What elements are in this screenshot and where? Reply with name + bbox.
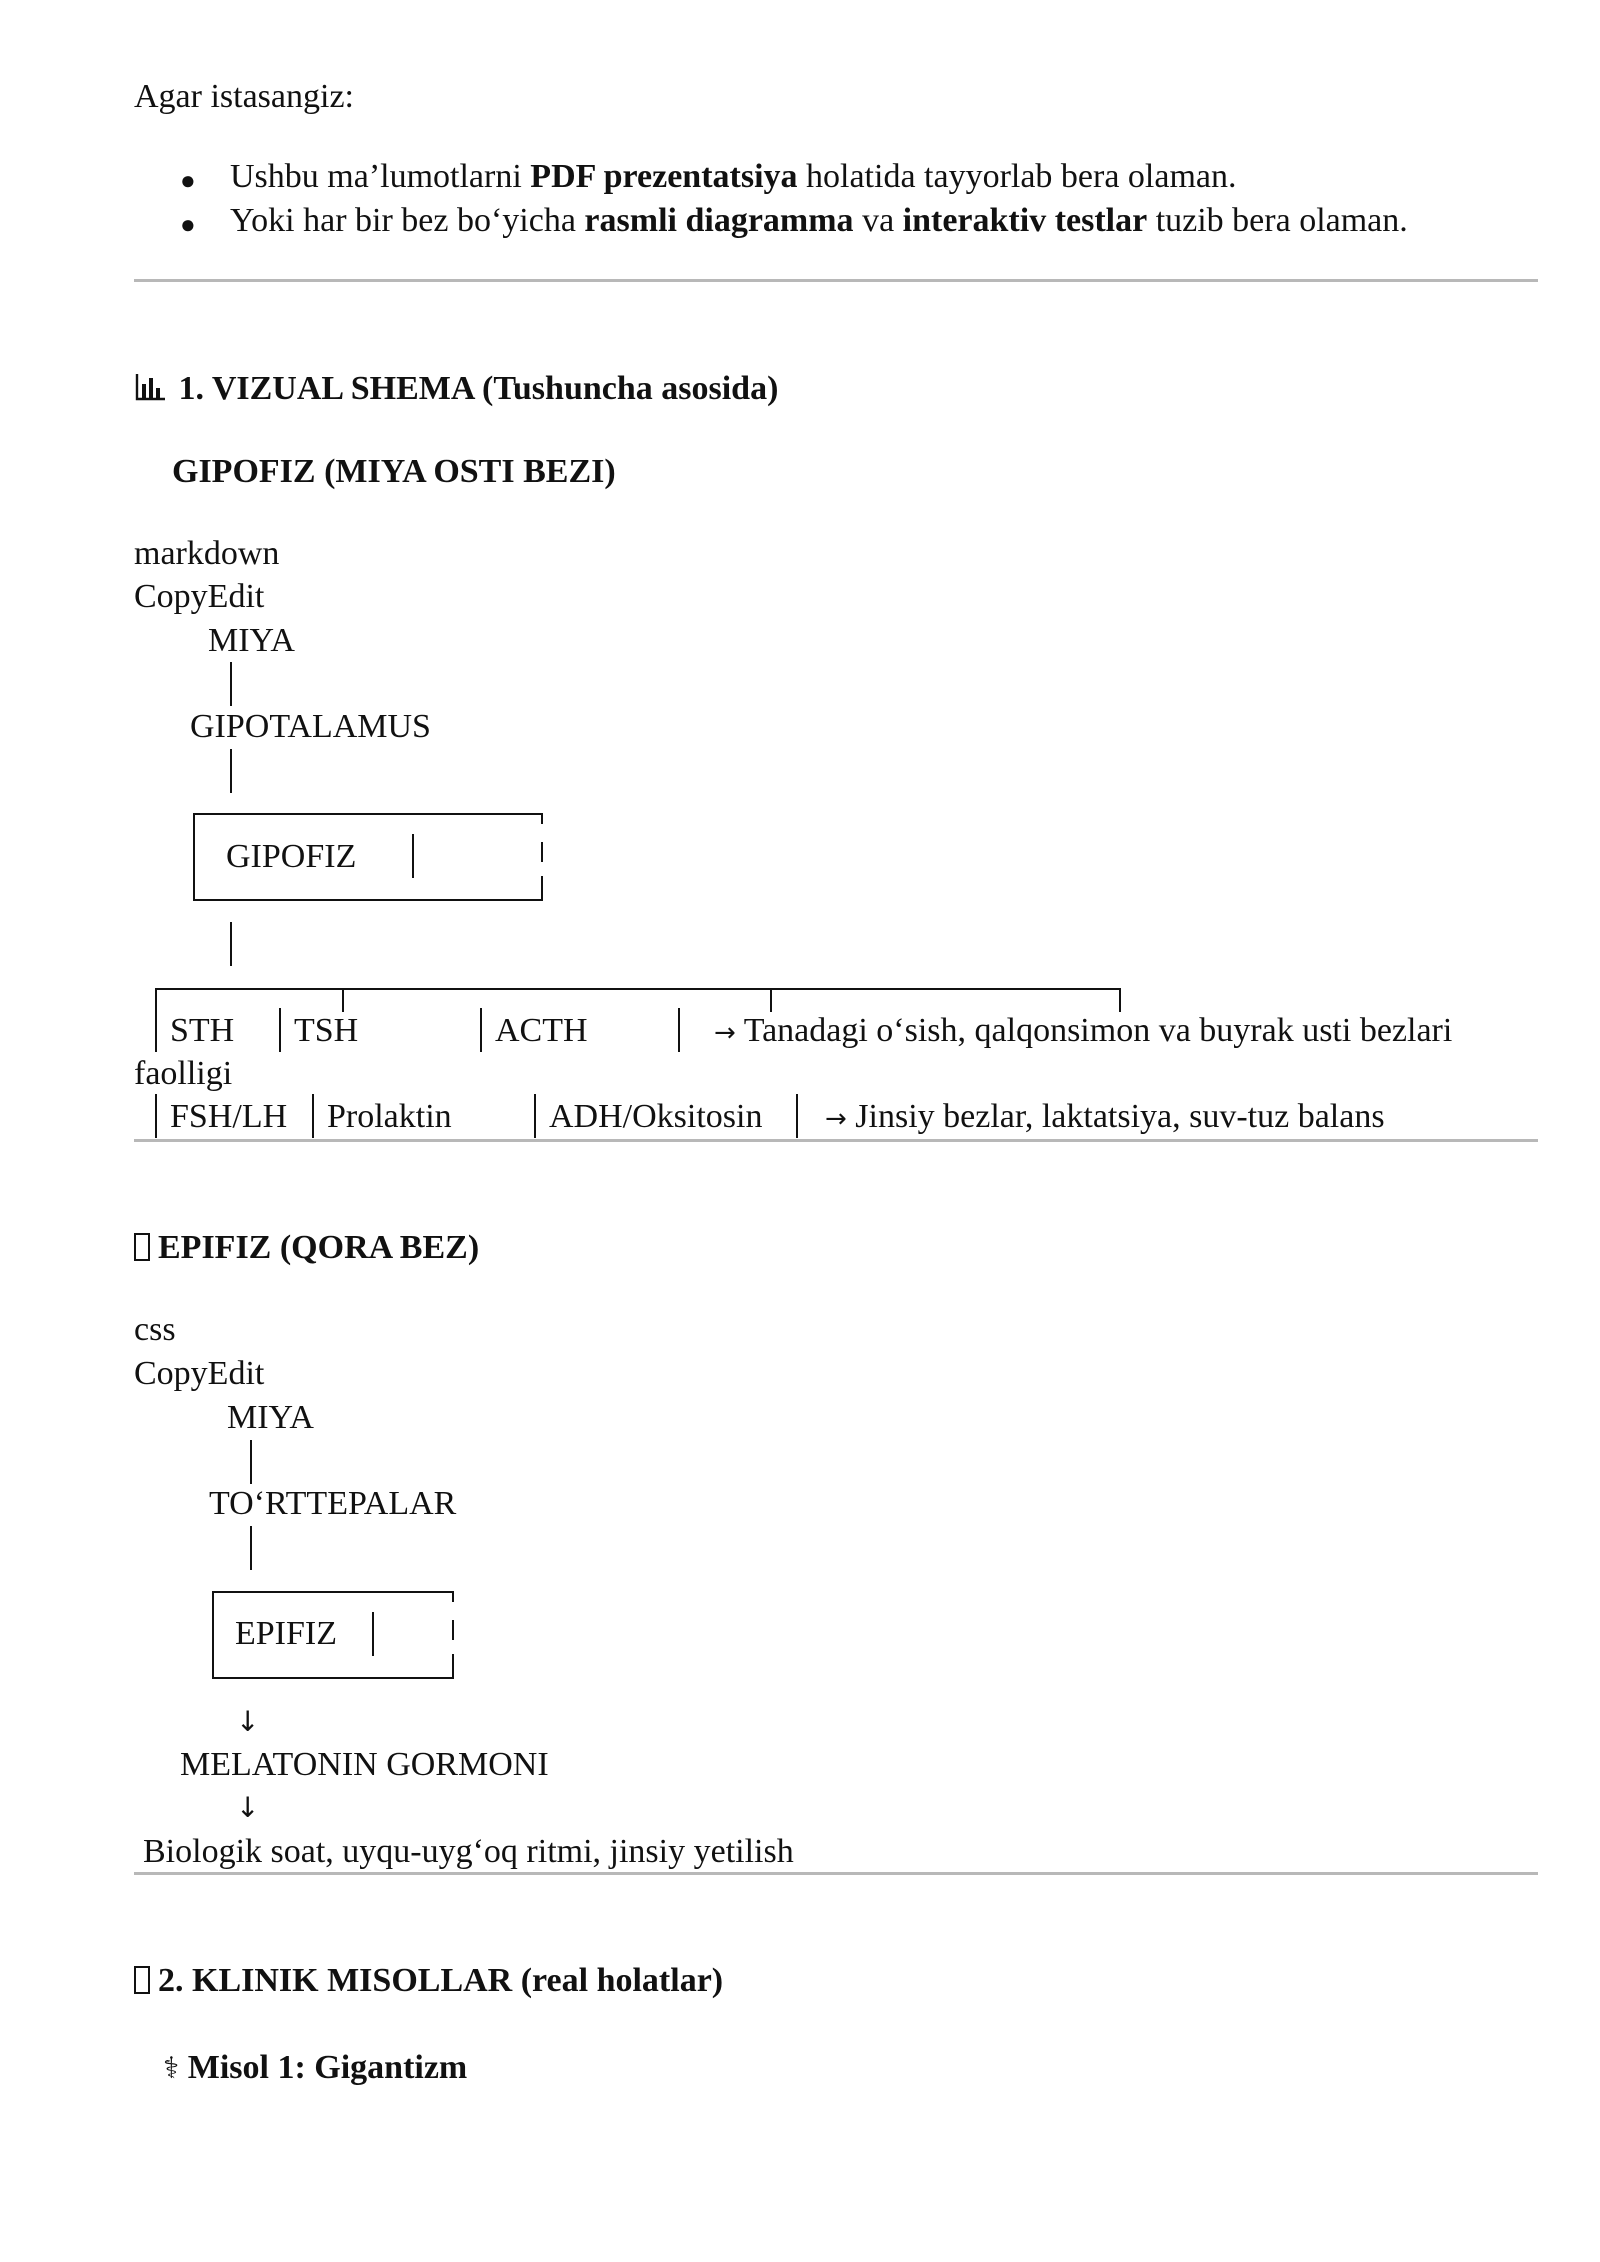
- node-miya: MIYA: [227, 1399, 314, 1436]
- connector-line: [230, 922, 232, 966]
- row1-effect: → Tanadagi o‘sish, qalqonsimon va buyrak usti bezlari: [714, 1012, 1453, 1049]
- branch-tick: [770, 988, 772, 1012]
- separator-line: [372, 1612, 374, 1656]
- connector-line: [250, 1526, 252, 1570]
- separator-line: [678, 1008, 680, 1052]
- bar-chart-icon: [134, 372, 178, 407]
- separator-line: [480, 1008, 482, 1052]
- epifiz-heading: EPIFIZ (QORA BEZ): [134, 1231, 479, 1265]
- divider: [134, 1872, 1538, 1875]
- section1-subheading: GIPOFIZ (MIYA OSTI BEZI): [172, 453, 616, 490]
- intro-bullet-1: Ushbu ma’lumotlarni PDF prezentatsiya holatida tayyorlab bera olaman.: [230, 158, 1237, 195]
- hormone-prolaktin: Prolaktin: [327, 1098, 452, 1135]
- missing-glyph-icon: [134, 1966, 150, 1994]
- box-gap: [447, 1640, 459, 1654]
- separator-line: [279, 1008, 281, 1052]
- code-language-label: css: [134, 1311, 176, 1348]
- down-arrow-icon: ↓: [236, 1791, 260, 1824]
- box-gap: [447, 1602, 459, 1620]
- bullet-dot: ●: [180, 210, 196, 239]
- connector-line: [230, 749, 232, 793]
- epifiz-effect: Biologik soat, uyqu-uyg‘oq ritmi, jinsiy yetilish: [143, 1833, 794, 1870]
- example-title: ⚕ Misol 1: Gigantizm: [163, 2049, 468, 2086]
- node-miya: MIYA: [208, 622, 295, 659]
- down-arrow-icon: ↓: [236, 1705, 260, 1738]
- intro-lead: Agar istasangiz:: [134, 78, 354, 115]
- copy-edit-button[interactable]: CopyEdit: [134, 578, 265, 615]
- box-gap: [536, 824, 548, 842]
- node-tortepalar: TO‘RTTEPALAR: [209, 1485, 457, 1522]
- hormone-acth: ACTH: [495, 1012, 588, 1049]
- separator-line: [312, 1094, 314, 1138]
- missing-glyph-icon: [134, 1233, 150, 1261]
- separator-line: [796, 1094, 798, 1138]
- node-gipotalamus: GIPOTALAMUS: [190, 708, 431, 745]
- box-gap: [536, 862, 548, 876]
- copy-edit-button[interactable]: CopyEdit: [134, 1355, 265, 1392]
- branch-tick: [1119, 988, 1121, 1012]
- divider: [134, 1139, 1538, 1142]
- section2-heading: 2. KLINIK MISOLLAR (real holatlar): [134, 1964, 723, 1998]
- separator-line: [412, 834, 414, 878]
- section1-heading: 1. VIZUAL SHEMA (Tushuncha asosida): [134, 372, 778, 406]
- hormone-tsh: TSH: [294, 1012, 359, 1049]
- hormone-adh-oksitosin: ADH/Oksitosin: [549, 1098, 763, 1135]
- separator-line: [534, 1094, 536, 1138]
- connector-line: [250, 1440, 252, 1484]
- row1-effect-wrap: faolligi: [134, 1055, 233, 1092]
- branch-line: [155, 988, 1121, 990]
- bullet-dot: ●: [180, 166, 196, 195]
- branch-tick: [342, 988, 344, 1012]
- node-melatonin: MELATONIN GORMONI: [180, 1746, 549, 1783]
- intro-bullet-2: Yoki har bir bez bo‘yicha rasmli diagramma va interaktiv testlar tuzib bera olaman.: [230, 202, 1408, 239]
- separator-line: [155, 1094, 157, 1138]
- connector-line: [230, 662, 232, 706]
- hormone-fsh-lh: FSH/LH: [170, 1098, 288, 1135]
- divider: [134, 279, 1538, 282]
- node-gipofiz: GIPOFIZ: [226, 838, 357, 875]
- hormone-sth: STH: [170, 1012, 235, 1049]
- code-language-label: markdown: [134, 535, 280, 572]
- node-epifiz: EPIFIZ: [235, 1615, 337, 1652]
- separator-line: [155, 1008, 157, 1052]
- row2-effect: → Jinsiy bezlar, laktatsiya, suv-tuz balans: [825, 1098, 1385, 1135]
- medical-symbol-icon: ⚕: [163, 2051, 180, 2086]
